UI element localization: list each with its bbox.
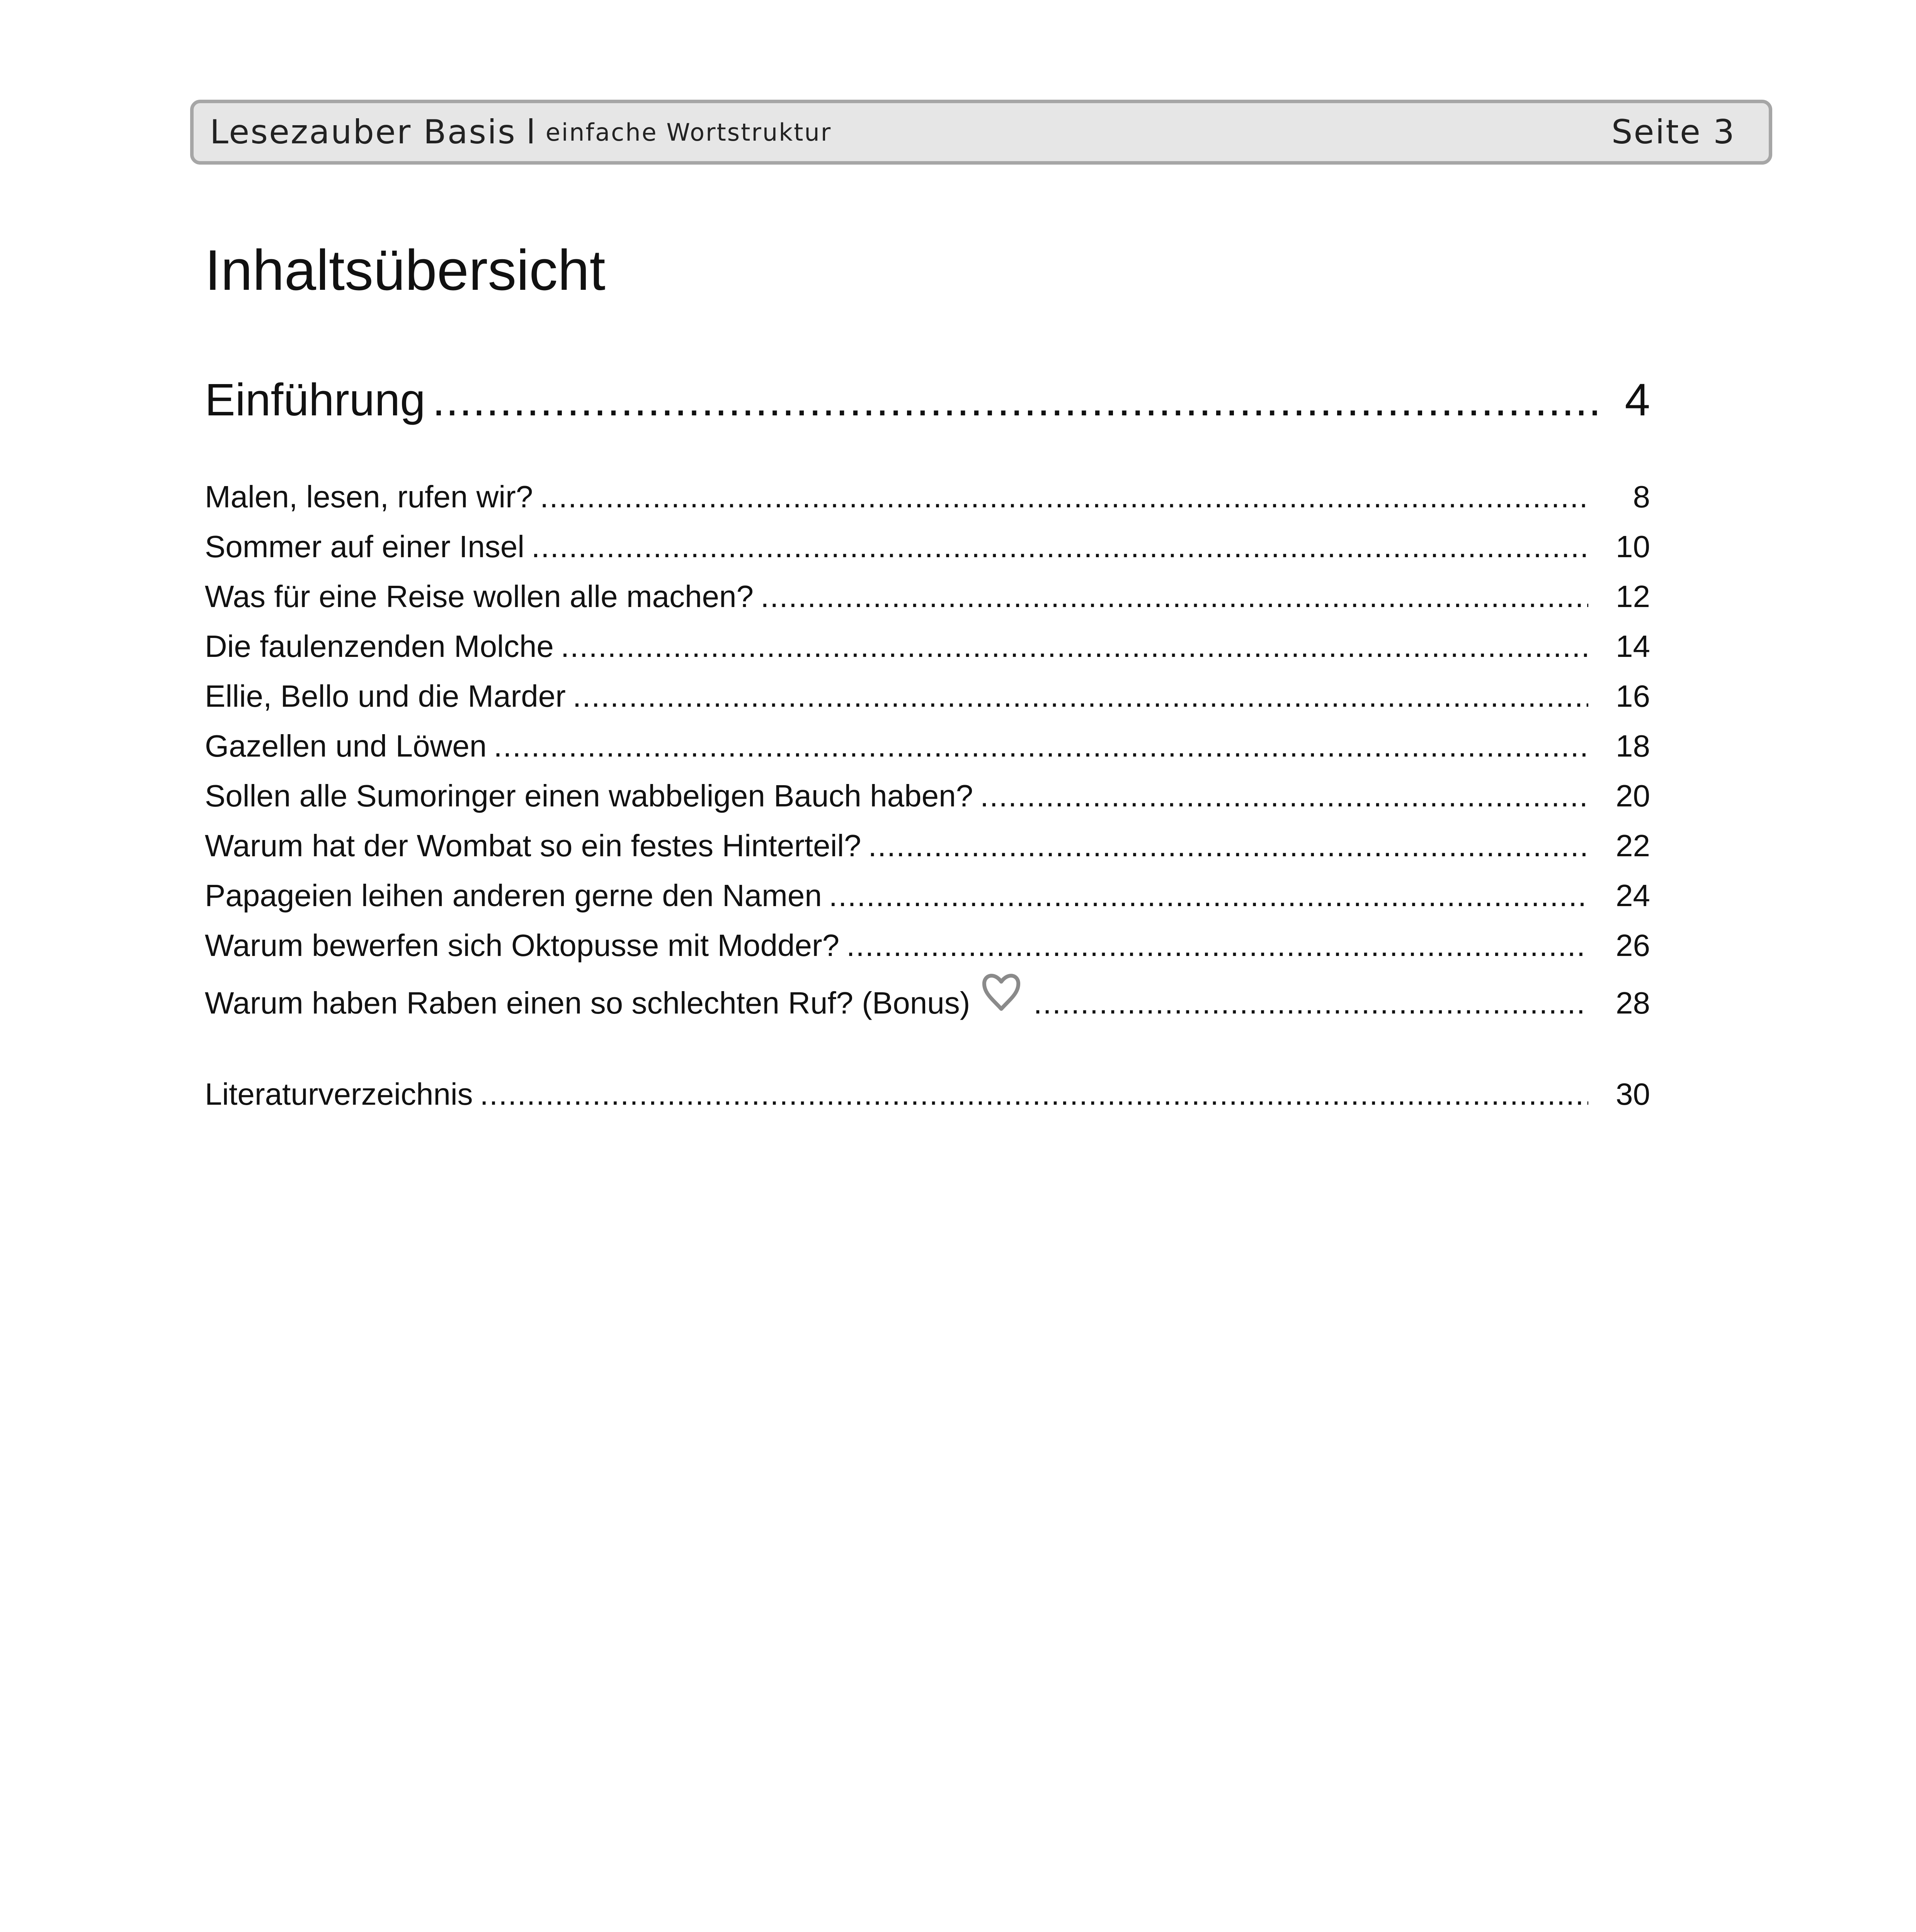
toc-entry-page: 26 — [1616, 928, 1650, 963]
toc-leader — [980, 771, 1588, 821]
toc-main-entry[interactable] — [205, 361, 1650, 439]
toc-entry-label: Warum bewerfen sich Oktopusse mit Modder? — [205, 928, 840, 963]
toc-literature-label: Literaturverzeichnis — [205, 1077, 473, 1111]
toc-entry-label: Ellie, Bello und die Marder — [205, 679, 566, 713]
toc-main-page: 4 — [1625, 374, 1650, 425]
toc-leader — [761, 571, 1588, 621]
toc-entry[interactable] — [205, 721, 1650, 771]
toc-entry-label: Warum hat der Wombat so ein festes Hinterteil? — [205, 828, 861, 863]
toc-entry-label: Malen, lesen, rufen wir? — [205, 480, 533, 514]
header-page-number: Seite 3 — [1611, 113, 1736, 151]
toc-entry-page: 22 — [1616, 828, 1650, 863]
toc-entry-label: Warum haben Raben einen so schlechten Ruf? (Bonus) — [205, 986, 970, 1020]
toc-leader — [540, 472, 1588, 522]
toc-entry[interactable] — [205, 821, 1650, 871]
toc-leader — [1033, 978, 1588, 1028]
toc-entry-page: 14 — [1616, 629, 1650, 663]
toc-entry[interactable] — [205, 671, 1650, 721]
toc-entry-page: 16 — [1616, 679, 1650, 713]
heart-outline-icon — [980, 970, 1023, 1014]
toc-entry-label: Die faulenzenden Molche — [205, 629, 554, 663]
toc-entry-page: 18 — [1616, 729, 1650, 763]
toc-leader — [573, 671, 1588, 721]
toc-leader — [531, 522, 1588, 571]
toc-entry[interactable] — [205, 771, 1650, 821]
toc-leader — [493, 721, 1588, 771]
toc-entry[interactable] — [205, 871, 1650, 920]
toc-leader — [846, 920, 1588, 970]
toc-literature-entry[interactable] — [205, 1069, 1650, 1119]
toc-leader — [561, 621, 1588, 671]
header-bar — [190, 100, 1772, 165]
toc-leader — [829, 871, 1588, 920]
toc-entry-label: Sommer auf einer Insel — [205, 529, 525, 564]
toc-entry-page: 24 — [1616, 878, 1650, 913]
header-subtitle: einfache Wortstruktur — [545, 118, 832, 146]
toc-entry-label: Gazellen und Löwen — [205, 729, 487, 763]
page-title: Inhaltsübersicht — [205, 238, 606, 302]
header-separator: l — [526, 113, 536, 151]
toc-entry-label: Sollen alle Sumoringer einen wabbeligen Bauch haben? — [205, 779, 973, 813]
toc-entry-bonus[interactable] — [205, 970, 1650, 1020]
toc-leader — [868, 821, 1588, 871]
toc-entry-label: Papageien leihen anderen gerne den Namen — [205, 878, 822, 913]
toc-entry-page: 10 — [1616, 529, 1650, 564]
header-left — [210, 103, 832, 161]
toc-main-label: Einführung — [205, 374, 425, 425]
toc-literature-page: 30 — [1616, 1077, 1650, 1111]
header-series: Lesezauber Basis — [210, 113, 516, 151]
toc-entry[interactable] — [205, 472, 1650, 522]
toc-entry-page: 28 — [1616, 986, 1650, 1020]
toc-entry[interactable] — [205, 522, 1650, 571]
toc-entry-label: Was für eine Reise wollen alle machen? — [205, 579, 754, 614]
toc-leader — [480, 1069, 1588, 1119]
toc-entry[interactable] — [205, 571, 1650, 621]
toc-entry[interactable] — [205, 920, 1650, 970]
toc-entry[interactable] — [205, 621, 1650, 671]
toc-entry-page: 20 — [1616, 779, 1650, 813]
toc-entry-page: 12 — [1616, 579, 1650, 614]
toc-list — [205, 472, 1650, 1020]
toc-leader — [432, 361, 1600, 439]
toc-entry-page: 8 — [1633, 480, 1650, 514]
